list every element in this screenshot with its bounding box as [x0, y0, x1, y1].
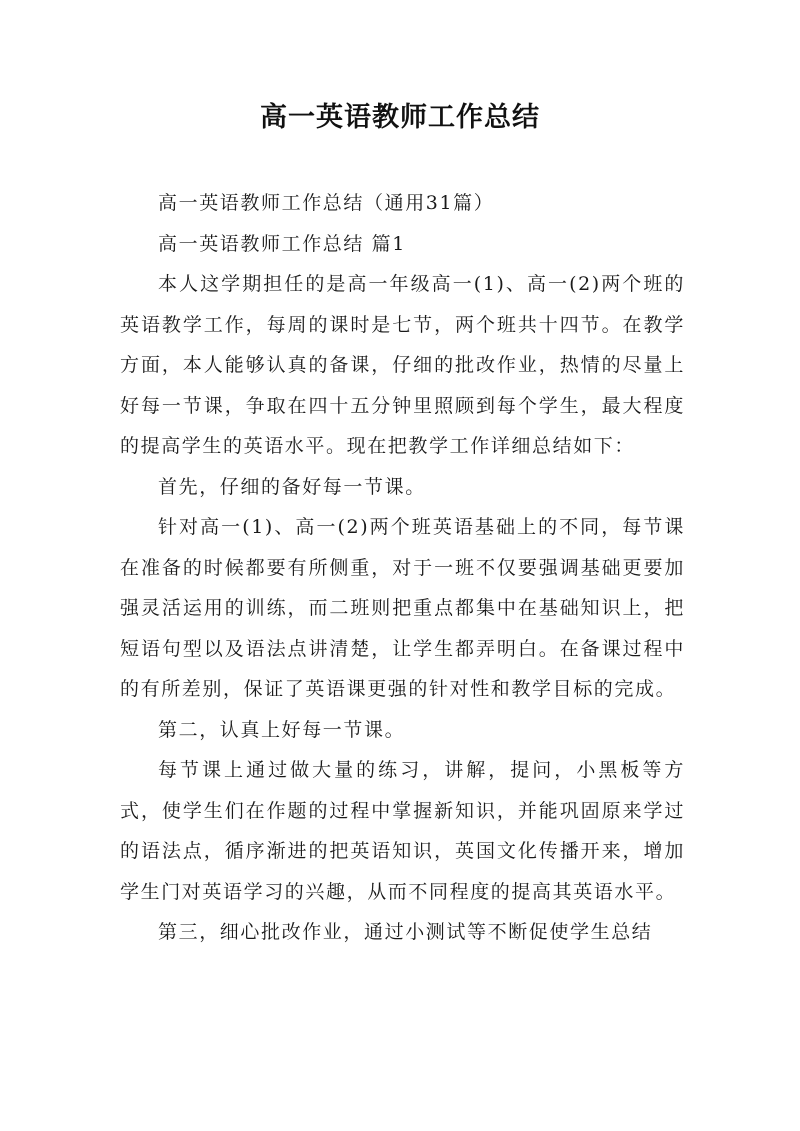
body-paragraph: 第三，细心批改作业，通过小测试等不断促使学生总结	[158, 921, 653, 943]
body-paragraph: 针对高一(1)、高一(2)两个班英语基础上的不同，每节课在准备的时候都要有所侧重，对于一班不仅要强调基础更要加强灵活运用的训练，而二班则把重点都集中在基础知识上，把短语句型以及语法点讲清楚，让学生都弄明白。在备课过程中的有所差别，保证了英语课更强的针对性和教学目标的完成。	[120, 516, 685, 700]
section-point: 首先，仔细的备好每一节课。	[158, 475, 426, 498]
document-body	[120, 183, 685, 953]
body-paragraph: 每节课上通过做大量的练习，讲解，提问，小黑板等方式，使学生们在作题的过程中掌握新知识，并能巩固原来学过的语法点，循序渐进的把英语知识，英国文化传播开来，增加学生门对英语学习的兴趣，从而不同程度的提高其英语水平。	[120, 759, 685, 903]
document-title: 高一英语教师工作总结	[260, 102, 540, 133]
subtitle-paragraph: 高一英语教师工作总结（通用31篇）	[158, 192, 495, 214]
body-paragraph: 本人这学期担任的是高一年级高一(1)、高一(2)两个班的英语教学工作，每周的课时是七节，两个班共十四节。在教学方面，本人能够认真的备课，仔细的批改作业，热情的尽量上好每一节课，争取在四十五分钟里照顾到每个学生，最大程度的提高学生的英语水平。现在把教学工作详细总结如下：	[120, 273, 685, 457]
section-heading: 高一英语教师工作总结 篇1	[158, 232, 406, 255]
section-point: 第二，认真上好每一节课。	[158, 718, 406, 741]
